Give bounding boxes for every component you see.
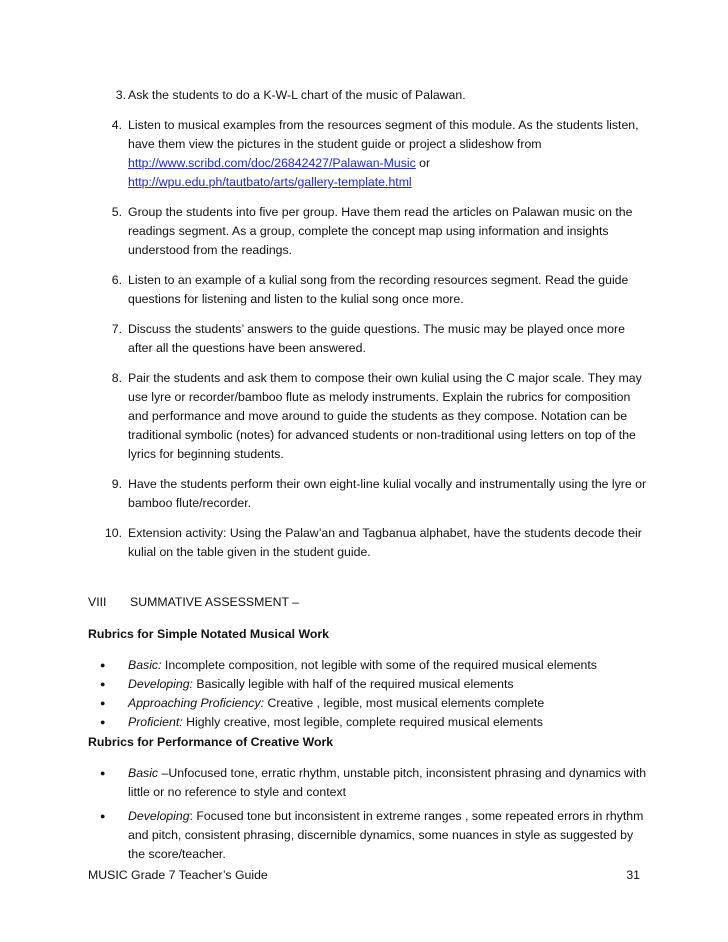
rubric-description: Creative , legible, most musical elements complete — [264, 696, 545, 710]
step-item — [88, 524, 648, 562]
step-text: Ask the students to do a K-W-L chart of the music of Palawan. — [128, 88, 466, 102]
step-text: Have the students perform their own eight-line kulial vocally and instrumentally using the lyre or bamboo flute/recorder. — [128, 477, 647, 510]
step-number: 8 . — [88, 369, 122, 388]
rubric-level: Approaching Proficiency: — [128, 696, 265, 710]
step-item — [88, 271, 648, 309]
rubric-description: –Unfocused tone, erratic rhythm, unstable pitch, inconsistent phrasing and dynamics with little or no reference to style and context — [128, 766, 647, 799]
rubric-level: Developing: — [128, 677, 193, 691]
rubric-level: Basic — [128, 766, 159, 780]
step-item — [88, 116, 648, 192]
rubric-item — [100, 764, 650, 802]
scribd-link[interactable]: http://www.scribd.com/doc/26842427/Palawan-Music — [128, 156, 416, 170]
rubric-item — [100, 656, 650, 675]
section-heading — [88, 593, 299, 612]
rubric-heading: Rubrics for Simple Notated Musical Work — [88, 627, 329, 641]
step-number: 5 . — [88, 203, 122, 222]
section-number: VIII — [88, 595, 107, 609]
step-text: Discuss the students’ answers to the guide questions. The music may be played once more after all the questions have been answered. — [128, 322, 625, 355]
rubric-list — [100, 764, 650, 864]
step-item — [88, 320, 648, 358]
step-text: Listen to an example of a kulial song from the recording resources segment. Read the guide questions for listening and listen to the kulial song once more. — [128, 273, 629, 306]
step-number: 4 . — [88, 116, 122, 135]
rubric-heading: Rubrics for Performance of Creative Work — [88, 735, 334, 749]
section-title: SUMMATIVE ASSESSMENT – — [130, 595, 300, 609]
step-number: 7 . — [88, 320, 122, 339]
rubric-level: Basic: — [128, 658, 162, 672]
step-number: 3 . — [106, 86, 126, 105]
step-number: 6 . — [88, 271, 122, 290]
step-text: Group the students into five per group. Have them read the articles on Palawan music on the readings segment. As a group, complete the concept map using information and insights understood from the readings. — [128, 205, 633, 257]
rubric-list — [100, 656, 650, 732]
step-number: 10 . — [88, 524, 122, 543]
rubric-level: Developing — [128, 809, 190, 823]
step-item — [88, 369, 648, 464]
wpu-gallery-link[interactable]: http://wpu.edu.ph/tautbato/arts/gallery-template.html — [128, 175, 412, 189]
step-text-or: or — [415, 156, 431, 170]
page-footer — [88, 866, 640, 885]
rubric-description: Highly creative, most legible, complete required musical elements — [182, 715, 543, 729]
step-text: Pair the students and ask them to compose their own kulial using the C major scale. They may use lyre or recorder/bamboo flute as melody instruments. Explain the rubrics for composition and performance and move around to guide the students as they compose. Notation can be traditional symbolic (notes) for advanced students or non-traditional using letters on top of the lyrics for beginning students. — [128, 371, 642, 461]
step-text: Listen to musical examples from the resources segment of this module. As the students listen, have them view the pictures in the student guide or project a slideshow from — [128, 118, 639, 151]
procedure-steps — [88, 86, 648, 573]
footer-title: MUSIC Grade 7 Teacher’s Guide — [88, 868, 268, 882]
step-item — [88, 203, 648, 260]
step-item — [88, 475, 648, 513]
rubric-description: : Focused tone but inconsistent in extreme ranges , some repeated errors in rhythm and pitch, consistent phrasing, discernible dynamics, some nuances in style as suggested by the score/teacher. — [128, 809, 644, 861]
rubric-level: Proficient: — [128, 715, 183, 729]
step-text: Extension activity: Using the Palaw’an and Tagbanua alphabet, have the students decode their kulial on the table given in the student guide. — [128, 526, 642, 559]
page-number: 31 — [626, 868, 640, 882]
rubric-description: Basically legible with half of the required musical elements — [192, 677, 514, 691]
rubric-description: Incomplete composition, not legible with some of the required musical elements — [161, 658, 597, 672]
rubric-item — [100, 713, 650, 732]
step-number: 9 . — [88, 475, 122, 494]
rubric-item — [100, 675, 650, 694]
rubric-item — [100, 807, 650, 864]
step-item — [88, 86, 648, 105]
rubric-item — [100, 694, 650, 713]
